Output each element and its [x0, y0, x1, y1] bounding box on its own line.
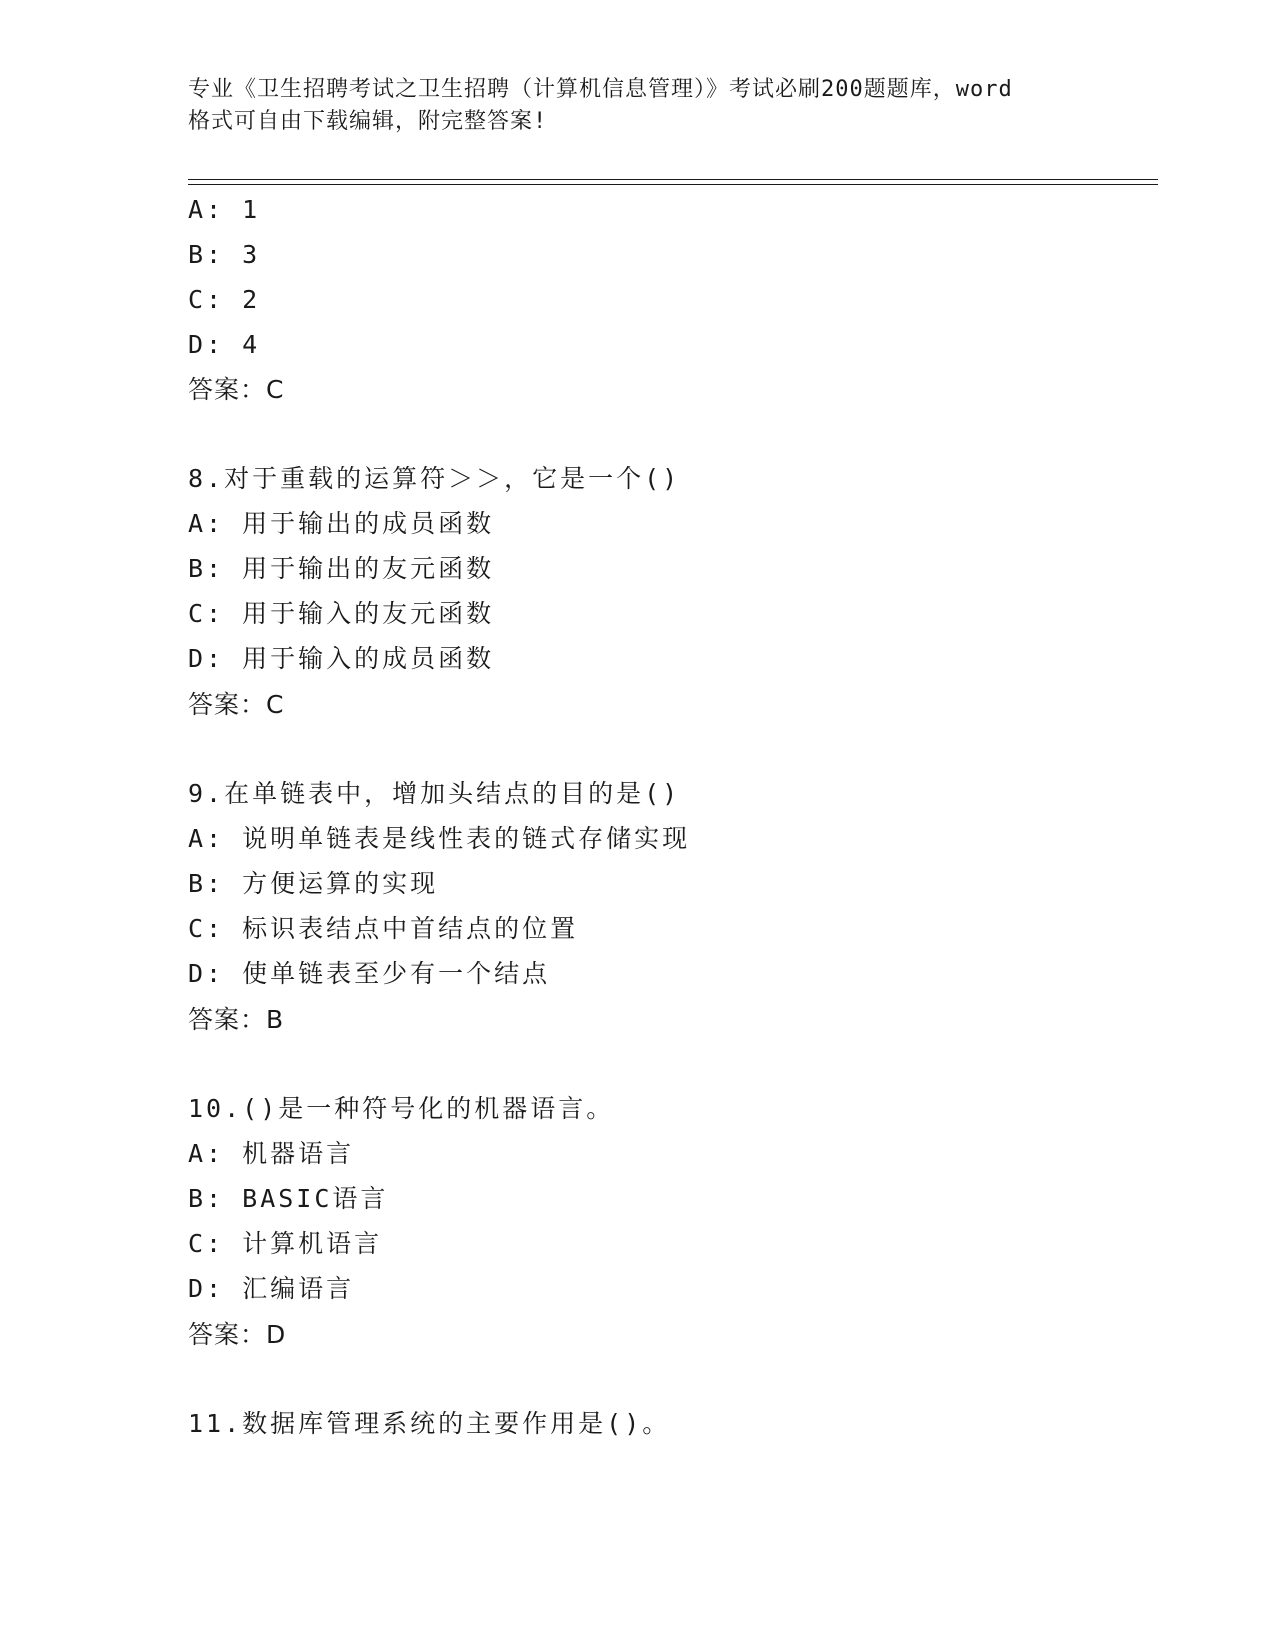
q9-option-a: A: 说明单链表是线性表的链式存储实现 [188, 824, 691, 853]
header-line-2: 格式可自由下载编辑，附完整答案! [188, 109, 548, 134]
q9-option-c: C: 标识表结点中首结点的位置 [188, 914, 579, 943]
q7-option-b: B: 3 [188, 240, 261, 269]
q9-question: 9.在单链表中，增加头结点的目的是() [188, 779, 681, 808]
q10-option-b: B: BASIC语言 [188, 1184, 389, 1213]
q8-option-b: B: 用于输出的友元函数 [188, 554, 495, 583]
q7-option-a: A: 1 [188, 195, 261, 224]
header-line-1: 专业《卫生招聘考试之卫生招聘（计算机信息管理）》考试必刷200题题库，word [188, 77, 1013, 102]
q9-option-b: B: 方便运算的实现 [188, 869, 439, 898]
q10-question: 10.()是一种符号化的机器语言。 [188, 1094, 615, 1123]
q11-question: 11.数据库管理系统的主要作用是()。 [188, 1409, 671, 1438]
q8-answer: 答案：C [188, 690, 285, 719]
q8-option-d: D: 用于输入的成员函数 [188, 644, 495, 673]
q8-question: 8.对于重载的运算符＞＞，它是一个() [188, 464, 681, 493]
q10-option-c: C: 计算机语言 [188, 1229, 383, 1258]
q10-option-d: D: 汇编语言 [188, 1274, 355, 1303]
q10-answer: 答案：D [188, 1320, 287, 1349]
q9-option-d: D: 使单链表至少有一个结点 [188, 959, 551, 988]
q8-option-c: C: 用于输入的友元函数 [188, 599, 495, 628]
header-divider-bottom [188, 184, 1158, 185]
q10-option-a: A: 机器语言 [188, 1139, 355, 1168]
q9-answer: 答案：B [188, 1005, 285, 1034]
q7-option-d: D: 4 [188, 330, 261, 359]
header-divider-top [188, 179, 1158, 180]
q7-option-c: C: 2 [188, 285, 261, 314]
q8-option-a: A: 用于输出的成员函数 [188, 509, 495, 538]
q7-answer: 答案：C [188, 375, 285, 404]
document-header [188, 74, 1088, 138]
